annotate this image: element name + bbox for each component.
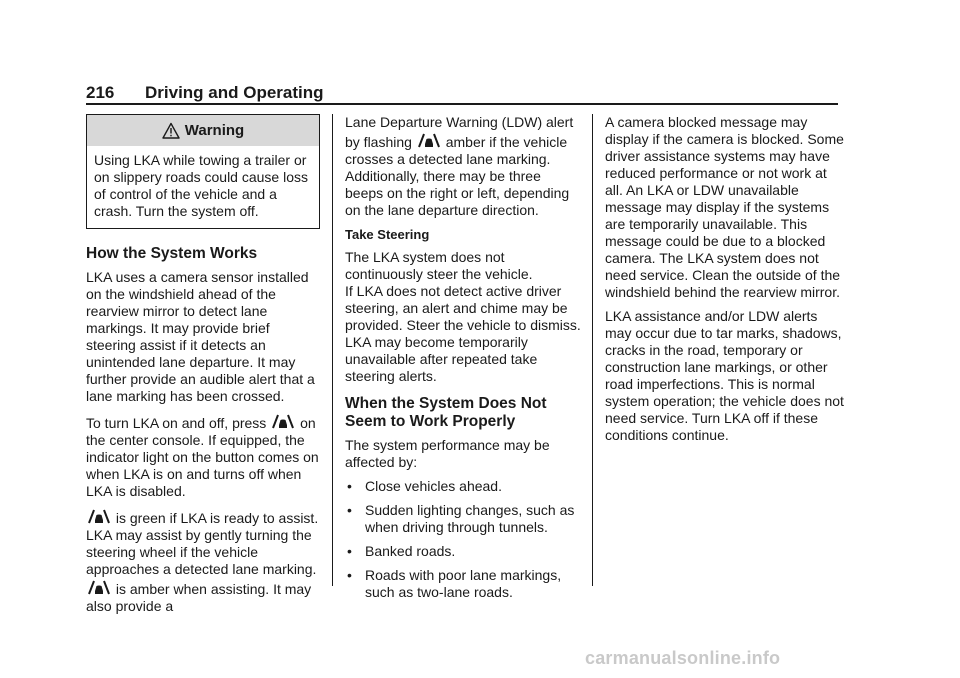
warning-triangle-icon — [162, 122, 180, 140]
text-run: Lane Departure Warning (LDW) alert by flashing — [345, 114, 574, 150]
lane-keep-assist-icon — [86, 578, 112, 598]
column-divider — [592, 114, 593, 586]
list-item-text: Sudden lighting changes, such as when driving through tunnels. — [365, 502, 575, 535]
bullet-dot: • — [347, 543, 352, 559]
paragraph: If LKA does not detect active driver steering, an alert and chime may be provided. Steer the vehicle to dismiss. LKA may become temporarily unavailable after repeated take steering alerts. — [345, 283, 581, 384]
lane-keep-assist-icon — [86, 507, 112, 527]
lane-keep-assist-icon — [416, 131, 442, 151]
list-item — [345, 478, 581, 495]
text-run: To turn LKA on and off, press — [86, 415, 267, 431]
text-run: marking. — [262, 561, 317, 577]
list-item — [345, 567, 581, 601]
lane-keep-assist-icon — [270, 412, 296, 432]
warning-header — [87, 115, 319, 146]
column-3 — [605, 114, 845, 451]
page-number: 216 — [86, 83, 115, 102]
heading-how-system-works: How the System Works — [86, 245, 258, 262]
watermark: carmanualsonline.info — [585, 648, 781, 668]
list-item — [345, 502, 581, 536]
warning-text: Using LKA while towing a trailer or on slippery roads could cause loss of control of the vehicle and a crash. Turn the system off. — [94, 152, 309, 219]
paragraph — [86, 412, 320, 500]
warning-title: Warning — [184, 122, 245, 139]
list-item-text: Close vehicles ahead. — [365, 478, 502, 494]
bullet-dot: • — [347, 478, 352, 494]
bullet-list — [345, 478, 581, 601]
paragraph: LKA uses a camera sensor installed on the windshield ahead of the rearview mirror to detect lane markings. It may provide brief steering assist if it detects an unintended lane departure. It may further provide an audible alert that a lane marking has been crossed. — [86, 269, 315, 404]
list-item-text: Roads with poor lane markings, such as two-lane roads. — [365, 567, 562, 600]
bullet-dot: • — [347, 567, 352, 583]
bullet-dot: • — [347, 502, 352, 518]
text-run: amber if the vehicle crosses a detected lane marking. Additionally, there may be three beeps on the right or left, depending on the lane departure direction. — [345, 134, 570, 218]
paragraph: The system performance may be affected by: — [345, 437, 550, 470]
subheading-take-steering: Take Steering — [345, 227, 430, 242]
text-run: on the center console. If equipped, the indicator light on the button comes on when LKA is on and turns off when LKA is disabled. — [86, 415, 319, 499]
warning-box — [86, 114, 320, 229]
heading-system-not-working: When the System Does Not Seem to Work Properly — [345, 395, 547, 430]
paragraph — [345, 114, 581, 219]
header-rule — [86, 103, 838, 105]
column-1 — [86, 114, 320, 622]
column-2 — [345, 114, 581, 608]
paragraph: The LKA system does not continuously steer the vehicle. — [345, 249, 533, 282]
column-divider — [332, 114, 333, 586]
paragraph: LKA assistance and/or LDW alerts may occur due to tar marks, shadows, cracks in the road, temporary or construction lane markings, or other road imperfections. This is normal system operation; the vehicle does not need service. Turn LKA off if these conditions continue. — [605, 308, 844, 443]
paragraph — [86, 507, 320, 615]
text-run: is amber when assisting. It may also provide a — [86, 581, 312, 614]
section-title: Driving and Operating — [145, 83, 324, 102]
list-item-text: Banked roads. — [365, 543, 456, 559]
text-run: is green if LKA is ready to assist. LKA may assist by gently turning the steering wheel if the vehicle approaches a detected lane — [86, 510, 319, 577]
list-item — [345, 543, 581, 560]
paragraph: A camera blocked message may display if the camera is blocked. Some driver assistance systems may have reduced performance or not work at all. An LKA or LDW unavailable message may display if the systems are temporarily unavailable. This message could be due to a blocked camera. The LKA system does not need service. Clean the outside of the windshield behind the rearview mirror. — [605, 114, 844, 300]
